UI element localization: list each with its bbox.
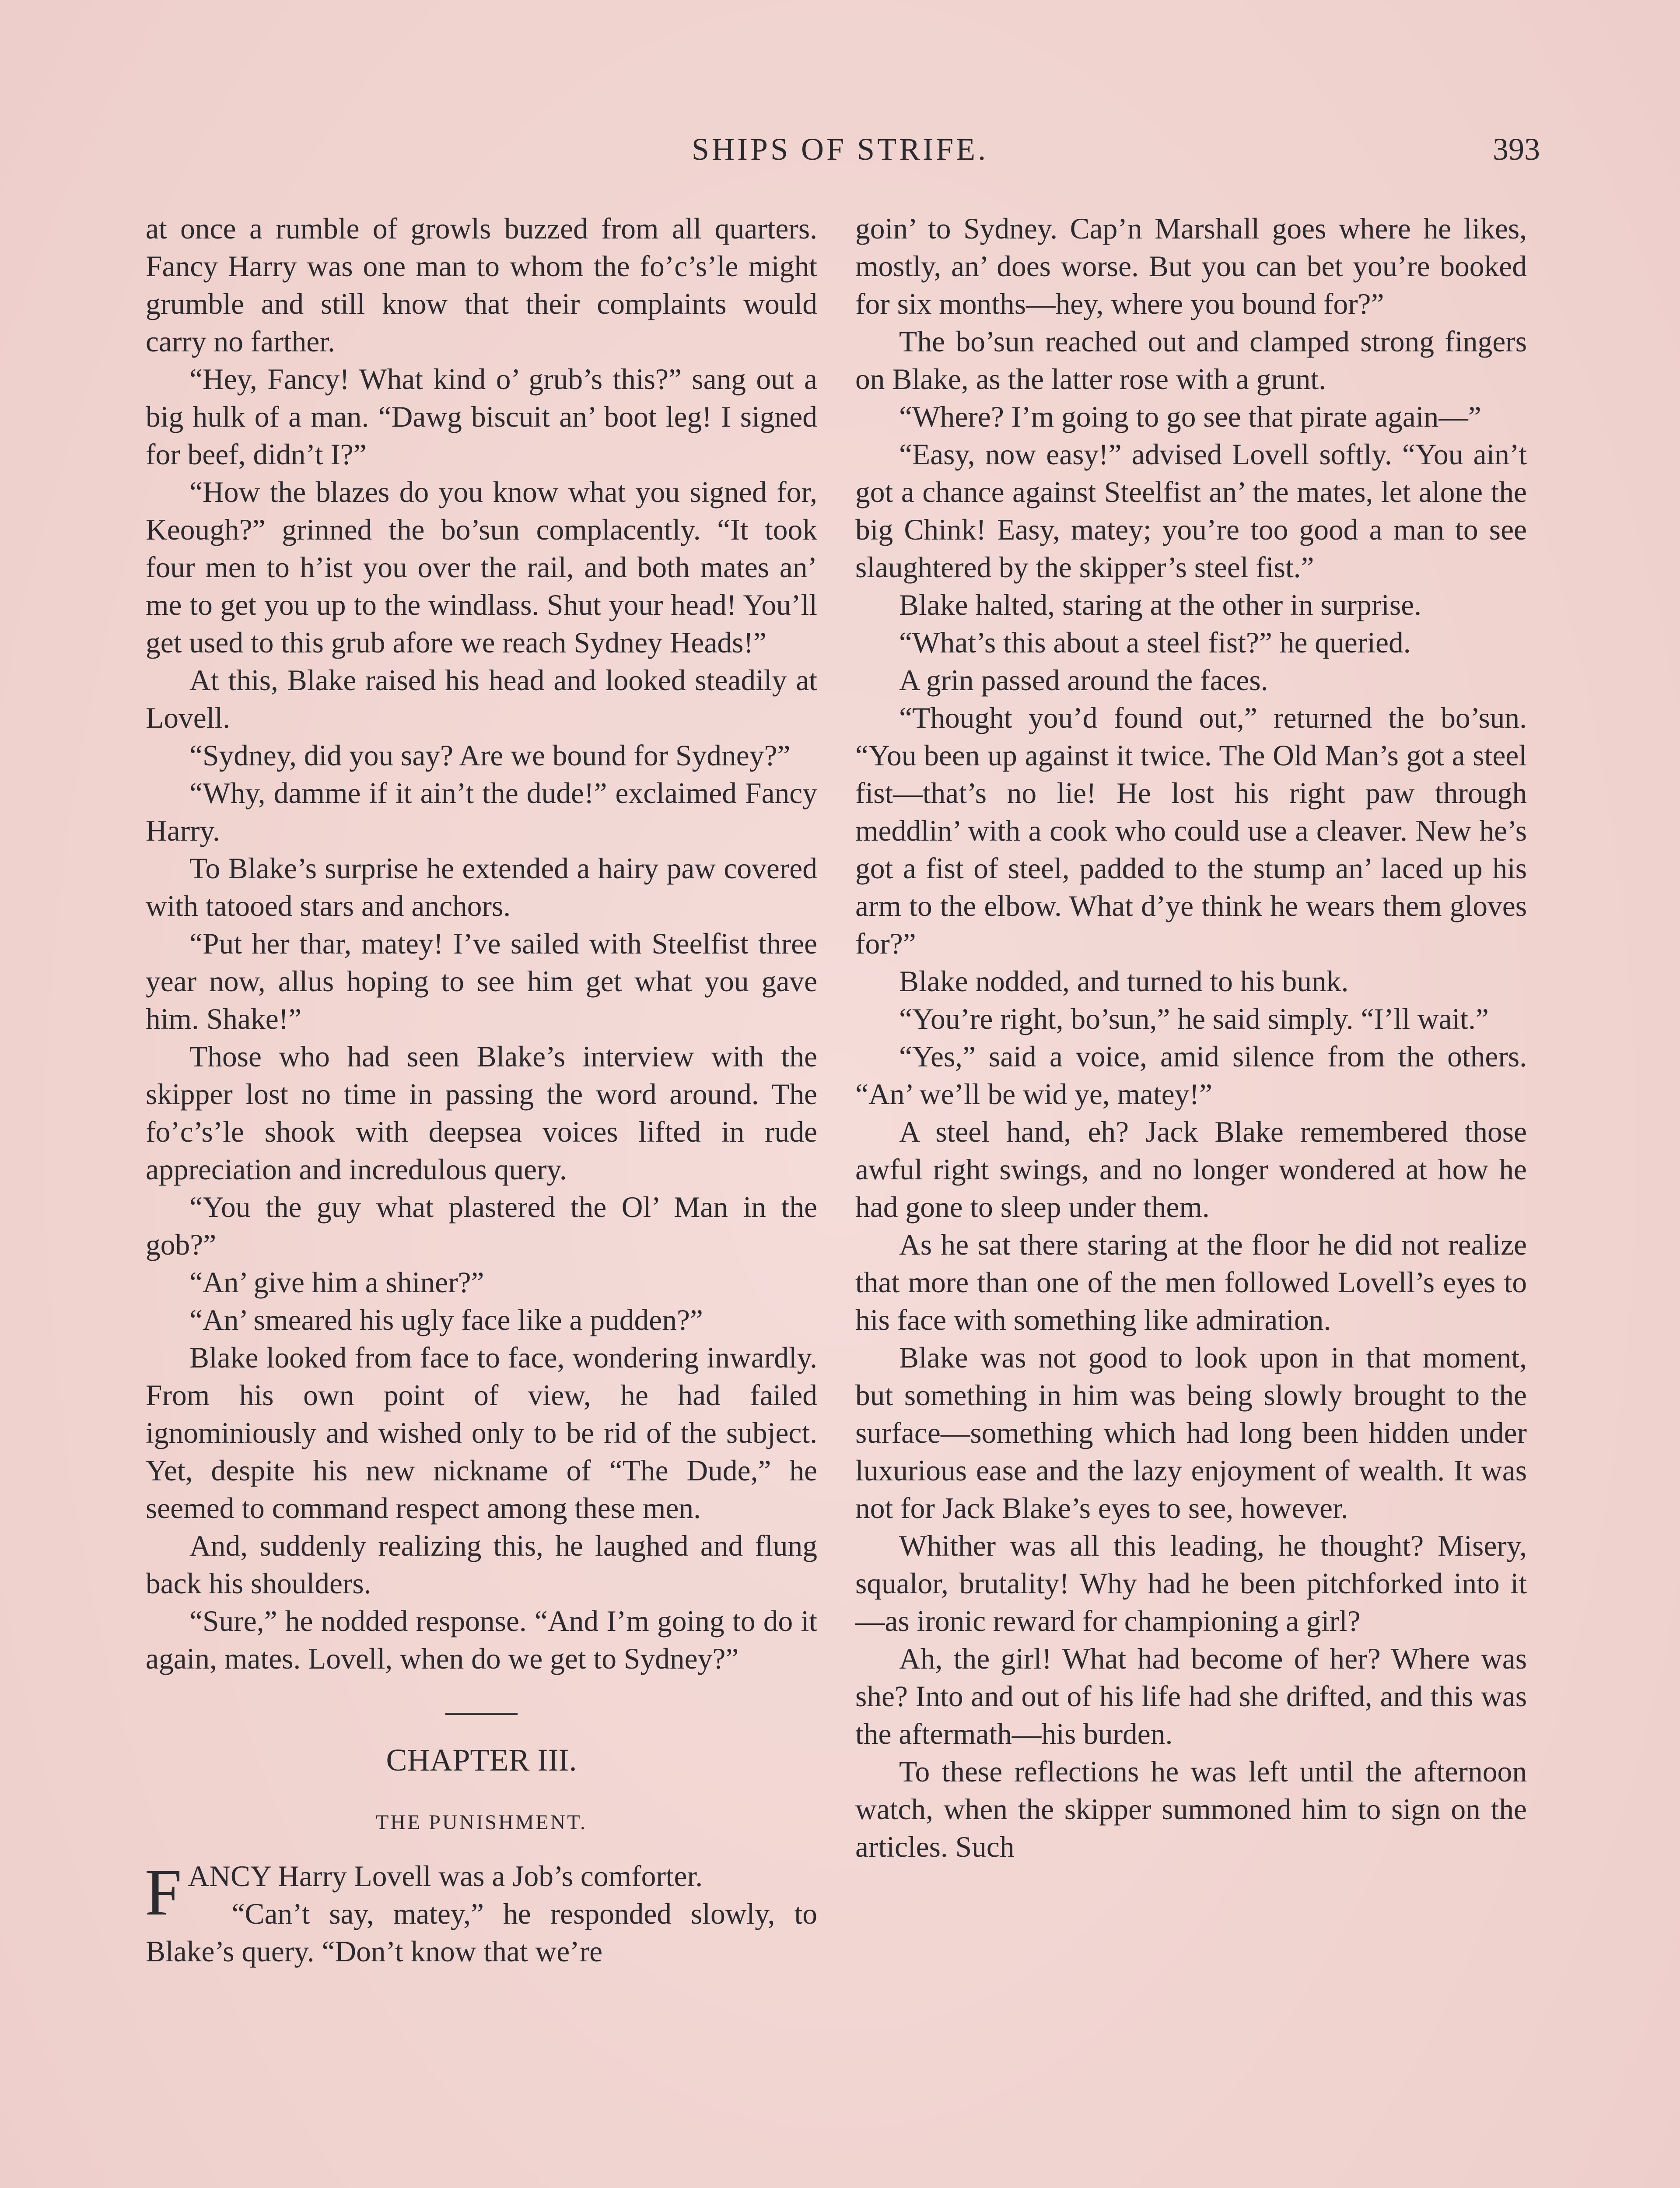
paragraph: The bo’sun reached out and clamped strong fingers on Blake, as the latter rose with a grunt. xyxy=(855,325,1527,396)
paragraph: “What’s this about a steel fist?” he queried. xyxy=(899,626,1411,659)
paragraph: “You’re right, bo’sun,” he said simply. “I’ll wait.” xyxy=(899,1003,1489,1035)
paragraph: And, suddenly realizing this, he laughed and flung back his shoulders. xyxy=(146,1529,817,1600)
paragraph: “Sydney, did you say? Are we bound for Sydney?” xyxy=(189,739,791,772)
paragraph: Blake halted, staring at the other in surprise. xyxy=(899,589,1422,621)
section-divider xyxy=(445,1713,518,1715)
left-column xyxy=(146,210,817,1971)
paragraph: at once a rumble of growls buzzed from all quarters. Fancy Harry was one man to whom the fo’c’s’le might grumble and still know that their complaints would carry no farther. xyxy=(146,212,817,358)
paragraph: “An’ give him a shiner?” xyxy=(189,1266,484,1299)
paragraph: “Why, damme if it ain’t the dude!” exclaimed Fancy Harry. xyxy=(146,777,817,847)
chapter-title: CHAPTER III. xyxy=(386,1743,577,1778)
right-column xyxy=(855,210,1527,1866)
drop-cap: F xyxy=(145,1855,182,1929)
chapter-opening-paragraph xyxy=(145,1855,817,1929)
paragraph: To Blake’s surprise he extended a hairy paw covered with tatooed stars and anchors. xyxy=(146,852,817,922)
paragraph: “Put her thar, matey! I’ve sailed with Steelfist three year now, allus hoping to see him get what you gave him. Shake!” xyxy=(146,927,817,1035)
paragraph: As he sat there staring at the floor he did not realize that more than one of the men followed Lovell’s eyes to his face with something like admiration. xyxy=(855,1228,1527,1336)
paragraph: “Thought you’d found out,” returned the bo’sun. “You been up against it twice. The Old Man’s got a steel fist—that’s no lie! He lost his right paw through meddlin’ with a cook who could use a cleaver. New he’s got a fist of steel, padded to the stump an’ laced up his arm to the elbow. What d’ye think he wears them gloves for?” xyxy=(855,701,1527,960)
paragraph: “Yes,” said a voice, amid silence from the others. “An’ we’ll be wid ye, matey!” xyxy=(855,1040,1527,1111)
page-header xyxy=(144,131,1540,179)
paragraph: Ah, the girl! What had become of her? Where was she? Into and out of his life had she drifted, and this was the aftermath—his burden. xyxy=(855,1642,1527,1750)
paragraph: At this, Blake raised his head and looked steadily at Lovell. xyxy=(146,664,817,734)
opening-text: ANCY Harry Lovell was a Job’s comforter. xyxy=(188,1860,703,1893)
running-head: SHIPS OF STRIFE. xyxy=(691,132,989,167)
paragraph: Whither was all this leading, he thought? Misery, squalor, brutality! Why had he been pitchforked into it—as ironic reward for championing a girl? xyxy=(855,1529,1527,1637)
paragraph: “Easy, now easy!” advised Lovell softly. “You ain’t got a chance against Steelfist an’ the mates, let alone the big Chink! Easy, matey; you’re too good a man to see slaughtered by the skipper’s steel fist.” xyxy=(855,438,1527,584)
paragraph: “Where? I’m going to go see that pirate again—” xyxy=(899,400,1481,433)
paragraph: goin’ to Sydney. Cap’n Marshall goes where he likes, mostly, an’ does worse. But you can bet you’re booked for six months—hey, where you bound for?” xyxy=(855,212,1527,320)
paragraph: “Can’t say, matey,” he responded slowly, to Blake’s query. “Don’t know that we’re xyxy=(146,1897,817,1968)
paragraph: “An’ smeared his ugly face like a pudden?” xyxy=(189,1304,703,1336)
paragraph: To these reflections he was left until the afternoon watch, when the skipper summoned him to sign on the articles. Such xyxy=(855,1755,1527,1863)
page-number: 393 xyxy=(1493,132,1540,167)
paragraph: Blake looked from face to face, wondering inwardly. From his own point of view, he had failed ignominiously and wished only to be rid of the subject. Yet, despite his new nickname of “The Dude,” he seemed to command respect among these men. xyxy=(146,1341,817,1525)
paragraph: Blake nodded, and turned to his bunk. xyxy=(899,965,1349,998)
paragraph: “Sure,” he nodded response. “And I’m going to do it again, mates. Lovell, when do we get to Sydney?” xyxy=(146,1605,817,1675)
paragraph: A steel hand, eh? Jack Blake remembered those awful right swings, and no longer wondered at how he had gone to sleep under them. xyxy=(855,1115,1527,1224)
paragraph: “You the guy what plastered the Ol’ Man in the gob?” xyxy=(146,1191,817,1261)
paragraph: Those who had seen Blake’s interview with the skipper lost no time in passing the word around. The fo’c’s’le shook with deepsea voices lifted in rude appreciation and incredulous query. xyxy=(146,1040,817,1186)
chapter-subtitle: THE PUNISHMENT. xyxy=(375,1811,588,1834)
paragraph: “Hey, Fancy! What kind o’ grub’s this?” sang out a big hulk of a man. “Dawg biscuit an’ boot leg! I signed for beef, didn’t I?” xyxy=(146,363,817,471)
paragraph: “How the blazes do you know what you signed for, Keough?” grinned the bo’sun complacently. “It took four men to h’ist you over the rail, and both mates an’ me to get you up to the windlass. Shut your head! You’ll get used to this grub afore we reach Sydney Heads!” xyxy=(146,476,817,659)
paragraph: A grin passed around the faces. xyxy=(899,664,1268,697)
paragraph: Blake was not good to look upon in that moment, but something in him was being slowly brought to the surface—something which had long been hidden under luxurious ease and the lazy enjoyment of wealth. It was not for Jack Blake’s eyes to see, however. xyxy=(855,1341,1527,1525)
